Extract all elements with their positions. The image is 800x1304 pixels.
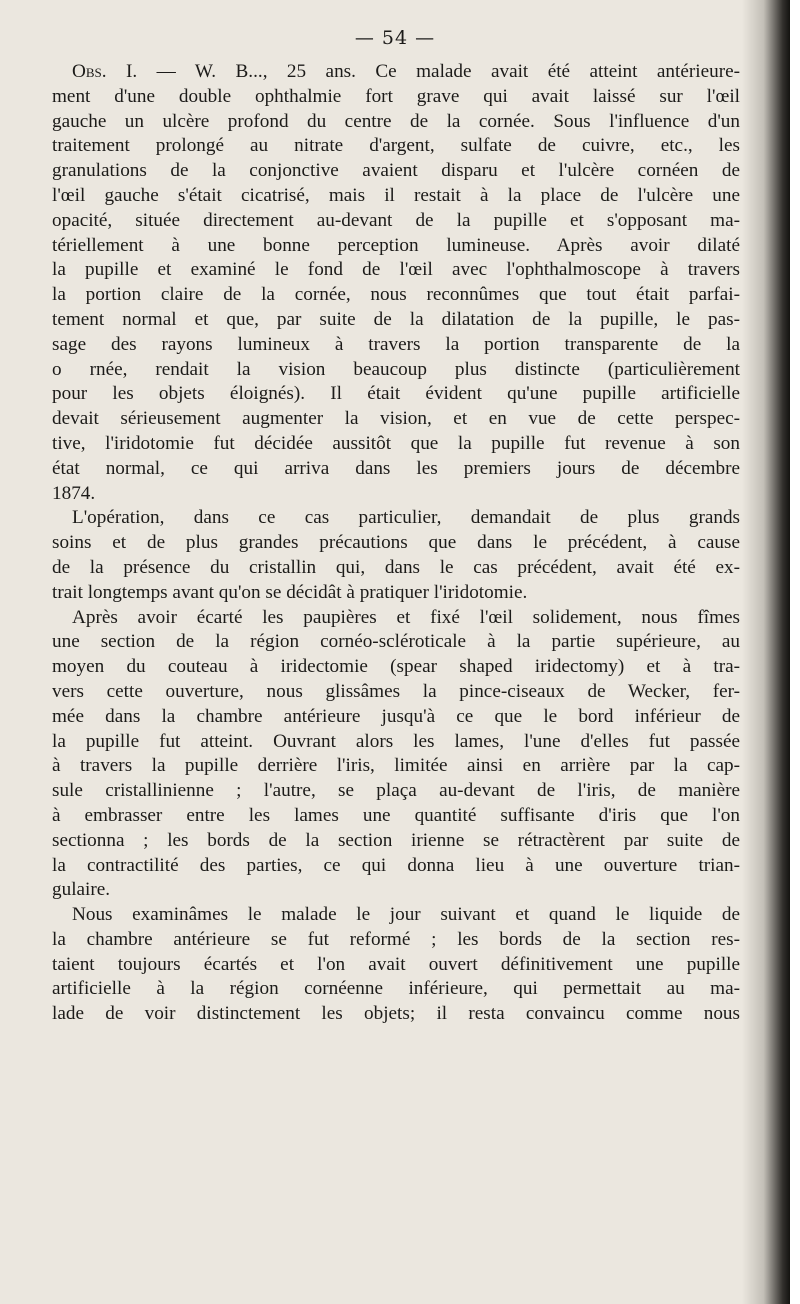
text-line: la chambre antérieure se fut reformé ; les bords de la section res- xyxy=(52,928,740,950)
text-line: traitement prolongé au nitrate d'argent, sulfate de cuivre, etc., les xyxy=(52,135,740,157)
text-line: Après avoir écarté les paupières et fixé l'œil solidement, nous fîmes xyxy=(72,606,740,628)
text-line: tériellement à une bonne perception lumineuse. Après avoir dilaté xyxy=(52,234,740,256)
text-line: o rnée, rendait la vision beaucoup plus distincte (particulièrement xyxy=(52,358,740,380)
text-line: artificielle à la région cornéenne inférieure, qui permettait au ma- xyxy=(52,978,740,1000)
text-line: la pupille fut atteint. Ouvrant alors les lames, l'une d'elles fut passée xyxy=(52,730,740,752)
text-line: la pupille et examiné le fond de l'œil avec l'ophthalmoscope à travers xyxy=(52,259,740,281)
text-line: à embrasser entre les lames une quantité suffisante d'iris que l'on xyxy=(52,804,740,826)
text-line: gauche un ulcère profond du centre de la cornée. Sous l'influence d'un xyxy=(52,110,740,132)
paragraph-operation xyxy=(52,506,740,605)
text-line: devait sérieusement augmenter la vision, et en vue de cette perspec- xyxy=(52,408,740,430)
text-line: lade de voir distinctement les objets; il resta convaincu comme nous xyxy=(52,1003,740,1025)
page-number: — 54 — xyxy=(354,27,436,49)
paragraph-procedure xyxy=(52,606,740,904)
text-line: L'opération, dans ce cas particulier, demandait de plus grands xyxy=(72,507,740,529)
text-line: vers cette ouverture, nous glissâmes la pince-ciseaux de Wecker, fer- xyxy=(52,680,740,702)
text-line: la contractilité des parties, ce qui donna lieu à une ouverture trian- xyxy=(52,854,740,876)
text-line: de la présence du cristallin qui, dans le cas précédent, avait été ex- xyxy=(52,556,740,578)
text-line: à travers la pupille derrière l'iris, limitée ainsi en arrière par la cap- xyxy=(52,755,740,777)
text-line: trait longtemps avant qu'on se décidât à pratiquer l'iridotomie. xyxy=(52,581,528,603)
text-line: une section de la région cornéo-scléroticale à la partie supérieure, au xyxy=(52,631,740,653)
text-line: tive, l'iridotomie fut décidée aussitôt que la pupille fut revenue à son xyxy=(52,432,740,454)
text-line: Nous examinâmes le malade le jour suivant et quand le liquide de xyxy=(72,904,740,926)
text-line: tement normal et que, par suite de la dilatation de la pupille, le pas- xyxy=(52,308,740,330)
text-line: l'œil gauche s'était cicatrisé, mais il restait à la place de l'ulcère une xyxy=(52,184,740,206)
text-line: 1874. xyxy=(52,482,96,504)
binding-shadow xyxy=(742,0,790,1304)
text-line: sule cristallinienne ; l'autre, se plaça au-devant de l'iris, de manière xyxy=(52,780,740,802)
paragraph-observation xyxy=(52,60,740,506)
text-line: opacité, située directement au-devant de la pupille et s'opposant ma- xyxy=(52,209,740,231)
text-line: gulaire. xyxy=(52,879,111,901)
paragraph-followup xyxy=(52,903,740,1027)
text-line: état normal, ce qui arriva dans les premiers jours de décembre xyxy=(52,457,740,479)
text-line: sectionna ; les bords de la section irienne se rétractèrent par suite de xyxy=(52,829,740,851)
text-line: mée dans la chambre antérieure jusqu'à ce que le bord inférieur de xyxy=(52,705,740,727)
text-line: la portion claire de la cornée, nous reconnûmes que tout était parfai- xyxy=(52,284,740,306)
observation-label: Obs. I. xyxy=(72,61,138,82)
text-line: sage des rayons lumineux à travers la portion transparente de la xyxy=(52,333,740,355)
text-line: soins et de plus grandes précautions que dans le précédent, à cause xyxy=(52,532,740,554)
text-line: taient toujours écartés et l'on avait ouvert définitivement une pupille xyxy=(52,953,740,975)
text-line: ment d'une double ophthalmie fort grave qui avait laissé sur l'œil xyxy=(52,85,740,107)
text-line: pour les objets éloignés). Il était évident qu'une pupille artificielle xyxy=(52,383,740,405)
text-line: moyen du couteau à iridectomie (spear shaped iridectomy) et à tra- xyxy=(52,656,740,678)
text-line: granulations de la conjonctive avaient disparu et l'ulcère cornéen de xyxy=(52,160,740,182)
body-text xyxy=(52,60,740,1027)
text-line: Obs. I. — W. B..., 25 ans. Ce malade avait été atteint antérieure- xyxy=(72,61,740,82)
